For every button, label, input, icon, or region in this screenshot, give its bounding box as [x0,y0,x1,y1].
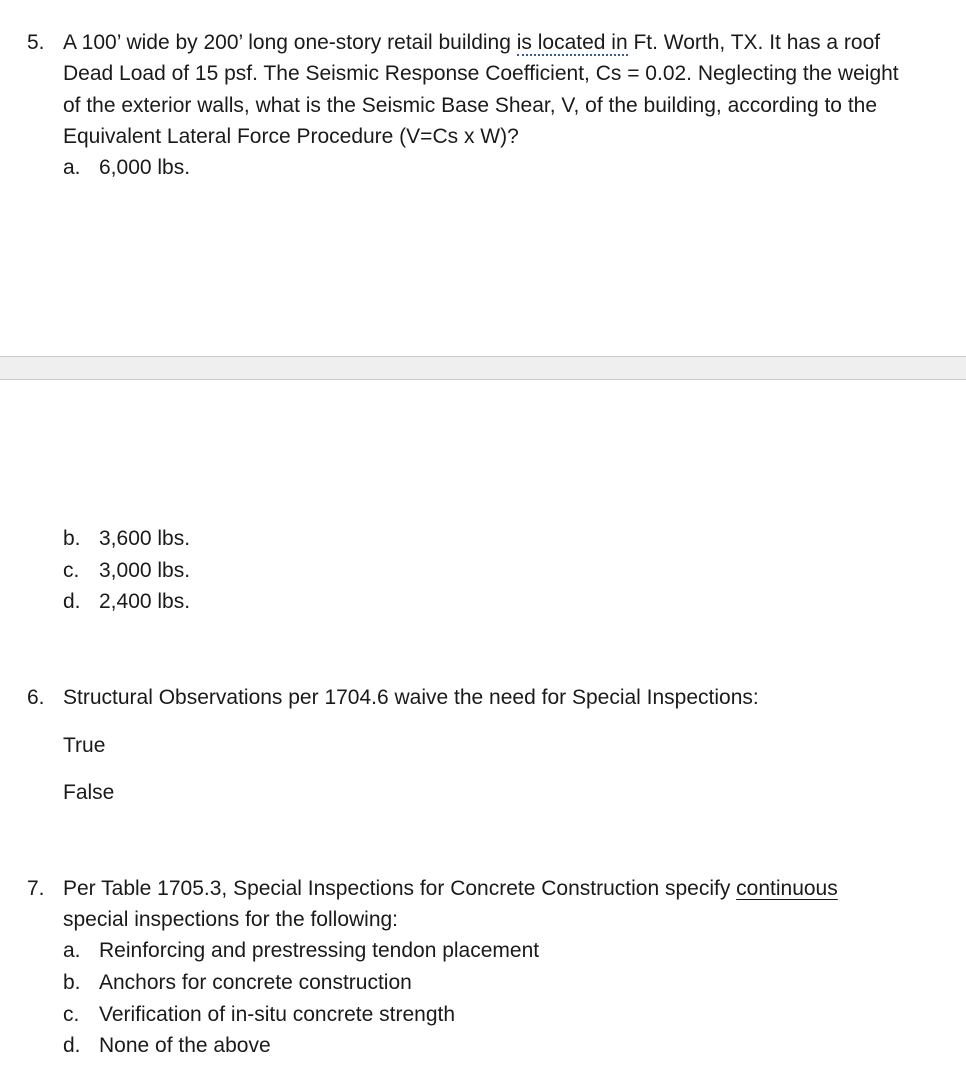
option-letter: c. [63,1003,80,1026]
answer-option-false: False [63,781,115,804]
option-text: Anchors for concrete construction [99,971,412,994]
option-text: Reinforcing and prestressing tendon placement [99,939,540,962]
question-text-line: Structural Observations per 1704.6 waive the need for Special Inspections: [63,686,759,709]
emphasis-underline: continuous [736,877,838,900]
option-letter: b. [63,971,81,994]
grammar-flag[interactable]: is located in [516,31,628,54]
question-text-line: Equivalent Lateral Force Procedure (V=Cs x W)? [63,125,519,148]
question-number: 6. [27,686,45,709]
question-number: 5. [27,31,45,54]
option-text: None of the above [99,1034,271,1057]
question-text-line: Per Table 1705.3, Special Inspections for Concrete Construction specify continuous [63,877,838,900]
question-number: 7. [27,877,45,900]
question-text-line: Dead Load of 15 psf. The Seismic Response Coefficient, Cs = 0.02. Neglecting the weight [63,62,899,85]
answer-option-true: True [63,734,106,757]
option-text: 3,600 lbs. [99,527,191,550]
page-break [0,356,966,380]
option-letter: a. [63,939,81,962]
option-letter: a. [63,156,81,179]
option-text: 3,000 lbs. [99,559,191,582]
option-text: 2,400 lbs. [99,590,191,613]
option-letter: d. [63,1034,81,1057]
option-letter: c. [63,559,80,582]
option-text: Verification of in-situ concrete strength [99,1003,456,1026]
option-letter: d. [63,590,81,613]
question-text-line: special inspections for the following: [63,908,399,931]
question-text-line: of the exterior walls, what is the Seismic Base Shear, V, of the building, according to the [63,94,878,117]
option-text: 6,000 lbs. [99,156,191,179]
option-letter: b. [63,527,81,550]
question-text-line: A 100’ wide by 200’ long one-story retail building is located in Ft. Worth, TX. It has a roof [63,31,881,54]
